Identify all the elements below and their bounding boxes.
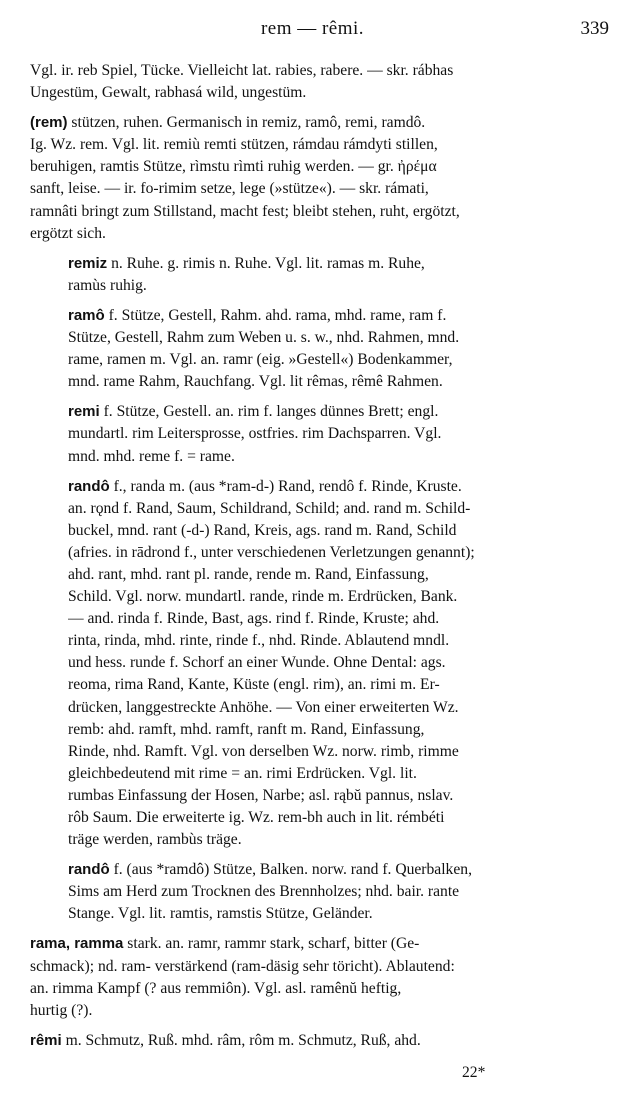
entry-text: träge werden, rambùs träge.: [68, 831, 242, 849]
entry-line: [68, 476, 610, 498]
entry-line: [30, 82, 610, 104]
entry-text: remb: ahd. ramft, mhd. ramft, ranft m. Rand, Einfassung,: [68, 720, 425, 738]
entry-text: n. Ruhe. g. rimis n. Ruhe. Vgl. lit. ramas m. Ruhe,: [107, 254, 425, 272]
entry-text: Vgl. ir. reb Spiel, Tücke. Vielleicht lat. rabies, rabere. — skr. rábhas: [30, 62, 454, 79]
entry-line: [68, 697, 610, 719]
entry-line: [68, 275, 610, 297]
entry-text: rumbas Einfassung der Hosen, Narbe; asl. rąbŭ pannus, nslav.: [68, 786, 454, 804]
running-title: rem — rêmi.: [260, 18, 365, 39]
entry-text: sanft, leise. — ir. fo-rimim setze, lege (»stütze«). — skr. rámati,: [30, 180, 429, 198]
headword: rêmi: [30, 1031, 62, 1049]
entry-line: [68, 763, 610, 785]
entry-text: Ig. Wz. rem. Vgl. lit. remiù remti stützen, rámdau rámdyti stillen,: [30, 136, 438, 154]
dictionary-body: [30, 60, 610, 1060]
entry-text: buckel, mnd. rant (-d-) Rand, Kreis, ags. rand m. Rand, Schild: [68, 521, 457, 539]
page-number: 339: [580, 18, 609, 39]
entry-line: [68, 349, 610, 371]
entry-line: [68, 564, 610, 586]
headword: rama, ramma: [30, 935, 124, 953]
entry-text: Stange. Vgl. lit. ramtis, ramstis Stütze, Geländer.: [68, 905, 373, 923]
dictionary-entry: [30, 933, 610, 1021]
entry-text: beruhigen, ramtis Stütze, rìmstu rìmti ruhig werden. — gr. ἠρέμα: [30, 158, 437, 176]
entry-line: [68, 859, 610, 881]
entry-line: [68, 305, 610, 327]
entry-text: f. Stütze, Gestell, Rahm. ahd. rama, mhd. rame, ram f.: [104, 306, 447, 324]
entry-text: — and. rinda f. Rinde, Bast, ags. rind f. Rinde, Kruste; ahd.: [68, 610, 440, 628]
entry-text: stark. an. ramr, rammr stark, scharf, bitter (Ge-: [123, 935, 420, 953]
entry-line: [68, 401, 610, 423]
entry-line: [68, 586, 610, 608]
entry-line: [68, 881, 610, 903]
dictionary-entry: [30, 60, 610, 104]
entry-text: reoma, rima Rand, Kante, Küste (engl. rim), an. rimi m. Er-: [68, 676, 440, 694]
entry-line: [68, 327, 610, 349]
entry-line: [68, 542, 610, 564]
entry-line: [68, 652, 610, 674]
dictionary-entry: [30, 1030, 610, 1052]
headword: ramô: [68, 306, 105, 324]
entry-text: Sims am Herd zum Trocknen des Brennholzes; nhd. bair. rante: [68, 883, 460, 901]
entry-line: [30, 134, 610, 156]
entry-text: mundartl. rim Leitersprosse, ostfries. rim Dachsparren. Vgl.: [68, 425, 442, 443]
entry-line: [68, 498, 610, 520]
page-header: [0, 18, 625, 48]
entry-text: und hess. runde f. Schorf an einer Wunde. Ohne Dental: ags.: [68, 654, 446, 672]
entry-text: schmack); nd. ram- verstärkend (ram-däsig sehr töricht). Ablautend:: [30, 957, 455, 975]
dictionary-entry: [30, 112, 610, 245]
entry-line: [68, 253, 610, 275]
entry-text: rinta, rinda, mhd. rinte, rinde f., nhd. Rinde. Ablautend mndl.: [68, 632, 450, 650]
entry-line: [68, 608, 610, 630]
dictionary-entry: [30, 859, 610, 925]
entry-line: [30, 201, 610, 223]
headword: (rem): [30, 114, 68, 132]
entry-line: [68, 674, 610, 696]
entry-line: [30, 933, 610, 955]
entry-text: Stütze, Gestell, Rahm zum Weben u. s. w., nhd. Rahmen, mnd.: [68, 329, 460, 347]
entry-text: (afries. in rādrond f., unter verschiedenen Verletzungen genannt);: [68, 543, 475, 561]
entry-line: [68, 807, 610, 829]
entry-text: ahd. rant, mhd. rant pl. rande, rende m. Rand, Einfassung,: [68, 565, 429, 583]
entry-line: [68, 785, 610, 807]
entry-line: [30, 156, 610, 178]
entry-line: [68, 423, 610, 445]
entry-text: gleichbedeutend mit rime = an. rimi Erdrücken. Vgl. lit.: [68, 764, 417, 782]
headword: remiz: [68, 254, 108, 272]
entry-text: f., randa m. (aus *ram-d-) Rand, rendô f. Rinde, Kruste.: [109, 477, 462, 495]
entry-line: [68, 719, 610, 741]
dictionary-entry: [30, 476, 610, 852]
entry-text: Ungestüm, Gewalt, rabhasá wild, ungestüm.: [30, 84, 307, 102]
entry-text: an. rǫnd f. Rand, Saum, Schildrand, Schild; and. rand m. Schild-: [68, 499, 471, 517]
entry-text: mnd. mhd. reme f. = rame.: [68, 447, 235, 465]
entry-text: ramùs ruhig.: [68, 276, 147, 294]
entry-text: mnd. rame Rahm, Rauchfang. Vgl. lit rêmas, rêmê Rahmen.: [68, 373, 443, 391]
entry-text: rôb Saum. Die erweiterte ig. Wz. rem-bh auch in lit. rémbéti: [68, 809, 445, 826]
entry-line: [68, 741, 610, 763]
headword: randô: [68, 477, 110, 495]
entry-text: hurtig (?).: [30, 1001, 93, 1019]
entry-text: f. Stütze, Gestell. an. rim f. langes dünnes Brett; engl.: [99, 403, 439, 421]
entry-text: an. rimma Kampf (? aus remmiôn). Vgl. asl. ramênŭ heftig,: [30, 979, 402, 997]
entry-line: [68, 371, 610, 393]
entry-line: [30, 223, 610, 245]
entry-line: [30, 978, 610, 1000]
entry-line: [68, 630, 610, 652]
entry-text: stützen, ruhen. Germanisch in remiz, ramô, remi, ramdô.: [67, 114, 426, 132]
entry-text: Rinde, nhd. Ramft. Vgl. von derselben Wz. norw. rimb, rimme: [68, 742, 459, 760]
entry-line: [30, 178, 610, 200]
signature-mark: 22*: [462, 1064, 486, 1081]
entry-text: drücken, langgestreckte Anhöhe. — Von einer erweiterten Wz.: [68, 698, 459, 716]
entry-text: rame, ramen m. Vgl. an. ramr (eig. »Gestell«) Bodenkammer,: [68, 351, 453, 369]
entry-text: Schild. Vgl. norw. mundartl. rande, rinde m. Erdrücken, Bank.: [68, 588, 458, 606]
entry-line: [30, 112, 610, 134]
entry-text: ergötzt sich.: [30, 224, 106, 242]
entry-text: m. Schmutz, Ruß. mhd. râm, rôm m. Schmutz, Ruß, ahd.: [61, 1031, 421, 1049]
headword: randô: [68, 861, 110, 879]
entry-line: [68, 829, 610, 851]
dictionary-entry: [30, 305, 610, 393]
entry-line: [68, 520, 610, 542]
entry-line: [68, 903, 610, 925]
entry-text: ramnâti bringt zum Stillstand, macht fest; bleibt stehen, ruht, ergötzt,: [30, 202, 460, 220]
entry-text: f. (aus *ramdô) Stütze, Balken. norw. rand f. Querbalken,: [109, 861, 472, 879]
headword: remi: [68, 403, 100, 421]
dictionary-entry: [30, 253, 610, 297]
entry-line: [30, 956, 610, 978]
entry-line: [30, 1030, 610, 1052]
dictionary-entry: [30, 401, 610, 467]
entry-line: [30, 1000, 610, 1022]
entry-line: [68, 446, 610, 468]
entry-line: [30, 60, 610, 82]
